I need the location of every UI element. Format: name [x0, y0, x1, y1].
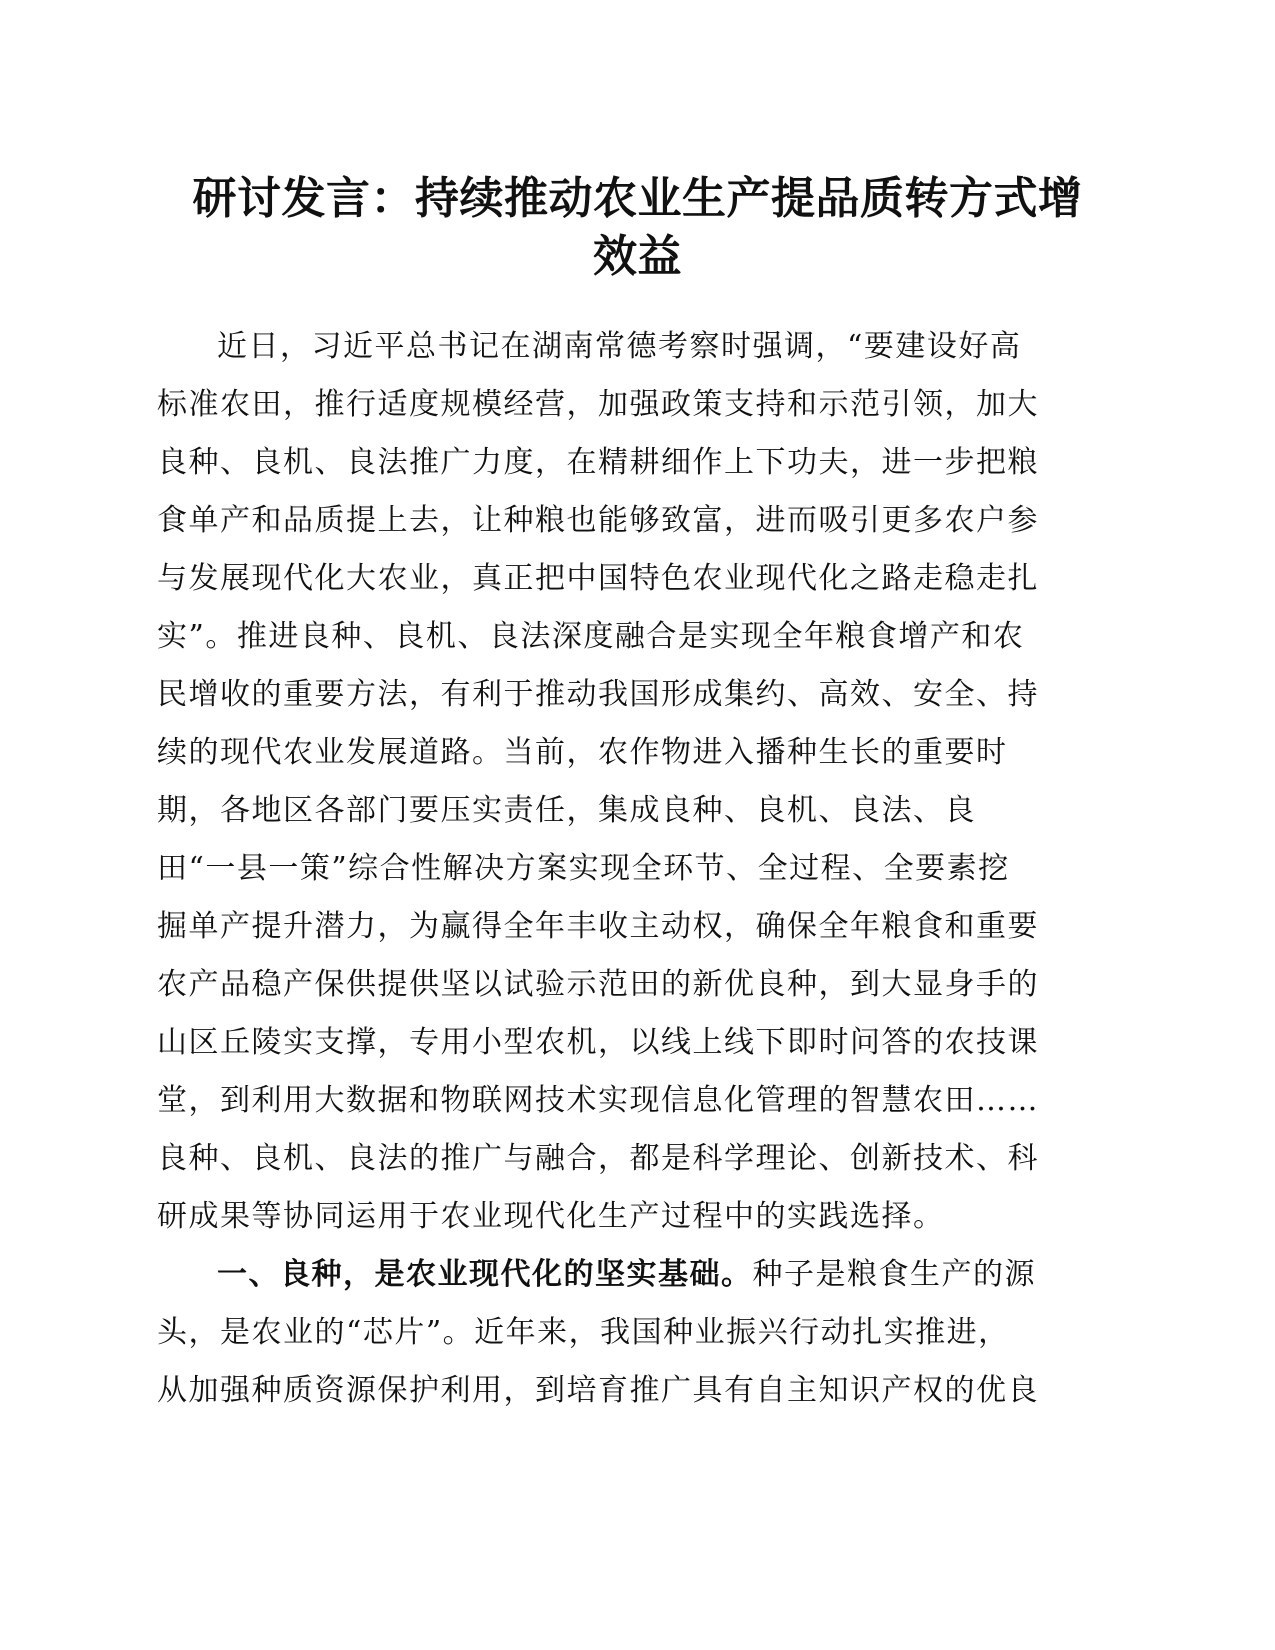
text-line: 标准农田，推行适度规模经营，加强政策支持和示范引领，加大 — [157, 387, 1039, 422]
section-1-first-line-text: 种子是粮食生产的源 — [752, 1257, 1036, 1292]
section-1-first-line — [157, 1246, 1087, 1304]
text-line: 与发展现代化大农业，真正把中国特色农业现代化之路走稳走扎 — [157, 561, 1039, 596]
text-line: 山区丘陵实支撑，专用小型农机，以线上线下即时问答的农技课 — [157, 1025, 1039, 1060]
text-line: 良种、良机、良法推广力度，在精耕细作上下功夫，进一步把粮 — [157, 445, 1039, 480]
text-line: 掘单产提升潜力，为赢得全年丰收主动权，确保全年粮食和重要 — [157, 909, 1039, 944]
text-line: 期，各地区各部门要压实责任，集成良种、良机、良法、良 — [157, 793, 976, 828]
text-line: 近日，习近平总书记在湖南常德考察时强调，“要建设好高 — [217, 329, 1022, 364]
text-line: 续的现代农业发展道路。当前，农作物进入播种生长的重要时 — [157, 735, 1008, 770]
document-title — [150, 170, 1125, 286]
text-line: 堂，到利用大数据和物联网技术实现信息化管理的智慧农田…… — [157, 1083, 1039, 1118]
text-line: 民增收的重要方法，有利于推动我国形成集约、高效、安全、持 — [157, 677, 1039, 712]
paragraph-intro — [157, 318, 1087, 1246]
document-body — [157, 318, 1087, 1420]
title-line-2: 效益 — [593, 231, 682, 282]
text-line: 食单产和品质提上去，让种粮也能够致富，进而吸引更多农户参 — [157, 503, 1039, 538]
text-line: 从加强种质资源保护利用，到培育推广具有自主知识产权的优良 — [157, 1373, 1039, 1408]
text-line: 头，是农业的“芯片”。近年来，我国种业振兴行动扎实推进， — [157, 1315, 1010, 1350]
text-line: 田“一县一策”综合性解决方案实现全环节、全过程、全要素挖 — [157, 851, 1010, 886]
text-line: 良种、良机、良法的推广与融合，都是科学理论、创新技术、科 — [157, 1141, 1039, 1176]
section-1-heading: 一、良种，是农业现代化的坚实基础。 — [217, 1257, 753, 1292]
text-line: 研成果等协同运用于农业现代化生产过程中的实践选择。 — [157, 1199, 945, 1234]
paragraph-section-1 — [157, 1246, 1087, 1420]
text-line: 农产品稳产保供提供坚以试验示范田的新优良种，到大显身手的 — [157, 967, 1039, 1002]
text-line: 实”。推进良种、良机、良法深度融合是实现全年粮食增产和农 — [157, 619, 1025, 654]
title-line-1: 研讨发言：持续推动农业生产提品质转方式增 — [192, 173, 1083, 224]
